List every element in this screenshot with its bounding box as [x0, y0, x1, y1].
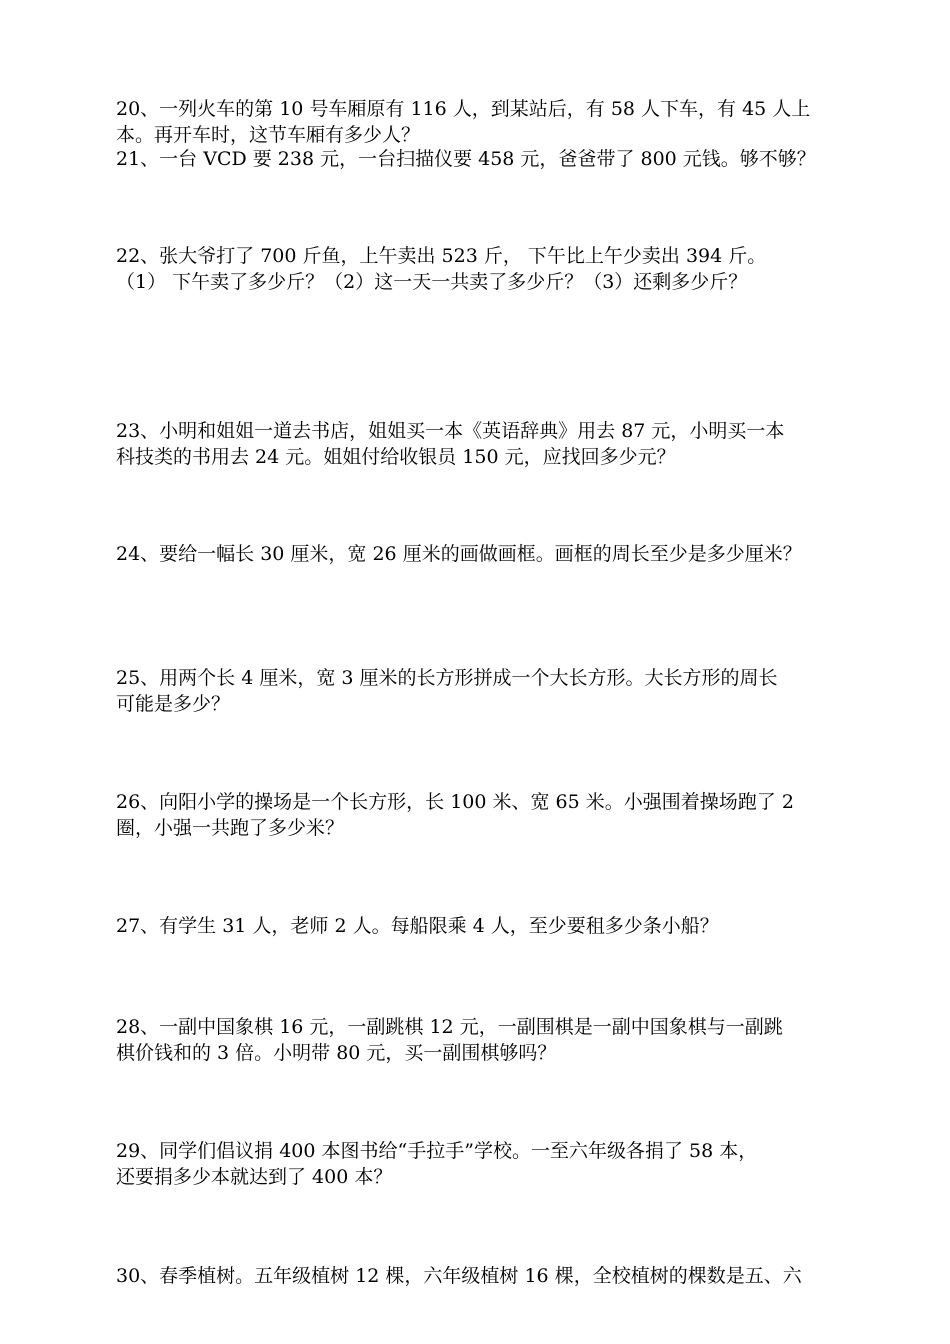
problem-26-line-1: 26、向阳小学的操场是一个长方形，长 100 米、宽 65 米。小强围着操场跑了 2: [116, 791, 794, 813]
problem-21: [116, 146, 856, 172]
problem-29-line-1: 29、同学们倡议捐 400 本图书给“手拉手”学校。一至六年级各捐了 58 本，: [116, 1140, 758, 1162]
problem-25-line-1: 25、用两个长 4 厘米，宽 3 厘米的长方形拼成一个大长方形。大长方形的周长: [116, 667, 778, 689]
problem-28-line-1: 28、一副中国象棋 16 元，一副跳棋 12 元，一副围棋是一副中国象棋与一副跳: [116, 1016, 783, 1038]
problem-26-line-2: 圈，小强一共跑了多少米？: [116, 817, 345, 839]
problem-23-line-2: 科技类的书用去 24 元。姐姐付给收银员 150 元，应找回多少元？: [116, 446, 676, 468]
problem-29: [116, 1138, 856, 1190]
problem-22-line-2: （1） 下午卖了多少斤？（2）这一天一共卖了多少斤？（3）还剩多少斤？: [116, 271, 748, 293]
problem-28: [116, 1014, 856, 1066]
problem-24-line-1: 24、要给一幅长 30 厘米，宽 26 厘米的画做画框。画框的周长至少是多少厘米？: [116, 543, 802, 565]
problem-24: [116, 541, 856, 567]
problem-22: [116, 243, 856, 295]
problem-27: [116, 913, 856, 939]
problem-25-line-2: 可能是多少？: [116, 693, 231, 715]
problem-21-line-1: 21、一台 VCD 要 238 元，一台扫描仪要 458 元，爸爸带了 800 元钱。够不够？: [116, 148, 816, 170]
problem-27-line-1: 27、有学生 31 人，老师 2 人。每船限乘 4 人，至少要租多少条小船？: [116, 915, 719, 937]
problem-29-line-2: 还要捐多少本就达到了 400 本？: [116, 1166, 393, 1188]
problem-20-line-2: 本。再开车时，这节车厢有多少人？: [116, 124, 421, 146]
problem-20-line-1: 20、一列火车的第 10 号车厢原有 116 人，到某站后，有 58 人下车，有 45 人上: [116, 98, 811, 120]
problem-30-line-1: 30、春季植树。五年级植树 12 棵，六年级植树 16 棵，全校植树的棵数是五、六: [116, 1265, 802, 1287]
problem-20: [116, 96, 856, 148]
problem-23: [116, 418, 856, 470]
problem-30: [116, 1263, 856, 1289]
problem-23-line-1: 23、小明和姐姐一道去书店，姐姐买一本《英语辞典》用去 87 元，小明买一本: [116, 420, 785, 442]
problem-28-line-2: 棋价钱和的 3 倍。小明带 80 元，买一副围棋够吗？: [116, 1042, 557, 1064]
problem-22-line-1: 22、张大爷打了 700 斤鱼，上午卖出 523 斤， 下午比上午少卖出 394 斤。: [116, 245, 767, 267]
problem-26: [116, 789, 856, 841]
problem-25: [116, 665, 856, 717]
